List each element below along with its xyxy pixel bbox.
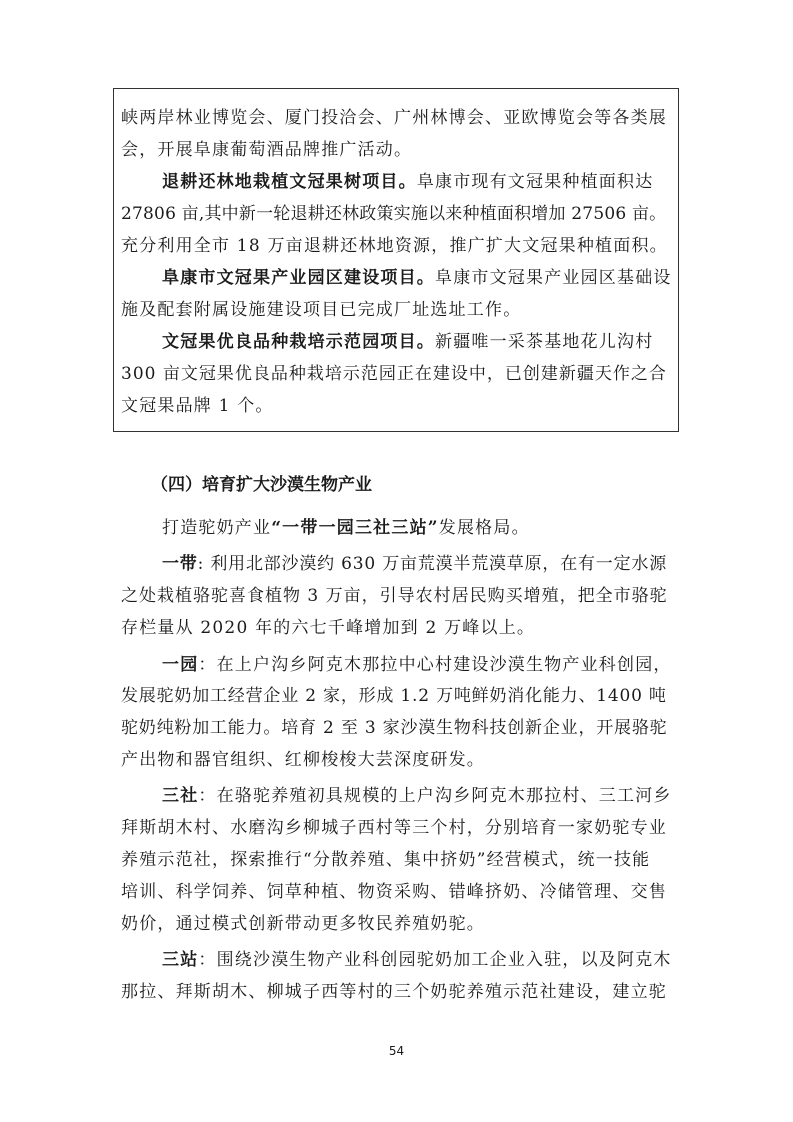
sanzhan-line-2: 那拉、拜斯胡木、柳城子西等村的三个奶驼养殖示范社建设，建立驼	[121, 982, 667, 1002]
section-heading: （四）培育扩大沙漠生物产业	[151, 475, 372, 495]
box-line-7: 施及配套附属设施建设项目已完成厂址选址工作。	[121, 300, 522, 320]
yidai-label: 一带	[162, 554, 198, 574]
box-paragraph-2	[162, 268, 672, 288]
box-text: 新疆唯一采茶基地花儿沟村	[435, 332, 654, 352]
sanzhan-paragraph	[162, 950, 672, 970]
project-title-2: 阜康市文冠果产业园区建设项目。	[162, 268, 435, 288]
yidai-line-3: 存栏量从 2020 年的六七千峰增加到 2 万峰以上。	[121, 618, 536, 638]
sanshe-line-3: 养殖示范社，探索推行“分散养殖、集中挤奶”经营模式，统一技能	[121, 850, 651, 870]
yiyuan-text: ：在上户沟乡阿克木那拉中心村建设沙漠生物产业科创园，	[198, 655, 672, 675]
yidai-text: : 利用北部沙漠约 630 万亩荒漠半荒漠草原，在有一定水源	[197, 554, 667, 574]
intro-text: 发展格局。	[438, 518, 530, 538]
box-paragraph-3	[162, 332, 653, 352]
sanshe-line-2: 拜斯胡木村、水磨沟乡柳城子西村等三个村，分别培育一家奶驼专业	[121, 818, 667, 838]
intro-paragraph	[162, 518, 530, 538]
sanshe-text: ：在骆驼养殖初具规模的上户沟乡阿克木那拉村、三工河乡	[198, 786, 672, 806]
yiyuan-line-2: 发展驼奶加工经营企业 2 家，形成 1.2 万吨鲜奶消化能力、1400 吨	[121, 686, 667, 706]
box-line-2: 会，开展阜康葡萄酒品牌推广活动。	[121, 140, 413, 160]
sanshe-line-5: 奶价，通过模式创新带动更多牧民养殖奶驼。	[121, 914, 485, 934]
intro-bold: “一带一园三社三站”	[271, 518, 439, 538]
project-title-1: 退耕还林地栽植文冠果树项目。	[162, 172, 417, 192]
project-title-3: 文冠果优良品种栽培示范园项目。	[162, 332, 435, 352]
yiyuan-label: 一园	[162, 655, 199, 675]
sanshe-line-4: 培训、科学饲养、饲草种植、物资采购、错峰挤奶、冷储管理、交售	[121, 882, 667, 902]
sanzhan-text: ：围绕沙漠生物产业科创园驼奶加工企业入驻，以及阿克木	[198, 950, 672, 970]
box-line-9: 300 亩文冠果优良品种栽培示范园正在建设中，已创建新疆天作之合	[121, 364, 667, 384]
sanzhan-label: 三站	[162, 950, 199, 970]
sanshe-paragraph	[162, 786, 672, 806]
sanshe-label: 三社	[162, 786, 199, 806]
yiyuan-line-4: 产出物和器官组织、红柳梭梭大芸深度研发。	[121, 750, 485, 770]
page-number: 54	[388, 1044, 405, 1058]
box-line-5: 充分利用全市 18 万亩退耕还林地资源，推广扩大文冠果种植面积。	[121, 236, 668, 256]
box-line-10: 文冠果品牌 1 个。	[121, 396, 274, 416]
box-line-4: 27806 亩,其中新一轮退耕还林政策实施以来种植面积增加 27506 亩。	[121, 204, 667, 224]
yiyuan-line-3: 驼奶纯粉加工能力。培育 2 至 3 家沙漠生物科技创新企业，开展骆驼	[121, 718, 668, 738]
yidai-line-2: 之处栽植骆驼喜食植物 3 万亩，引导农村居民购买增殖，把全市骆驼	[121, 586, 668, 606]
box-text: 阜康市现有文冠果种植面积达	[416, 172, 654, 192]
yiyuan-paragraph	[162, 655, 672, 675]
box-line-1: 峡两岸林业博览会、厦门投洽会、广州林博会、亚欧博览会等各类展	[121, 108, 667, 128]
intro-text: 打造驼奶产业	[162, 518, 272, 538]
yidai-paragraph	[162, 554, 667, 574]
box-paragraph-1	[162, 172, 653, 192]
box-text: 阜康市文冠果产业园区基础设	[435, 268, 672, 288]
